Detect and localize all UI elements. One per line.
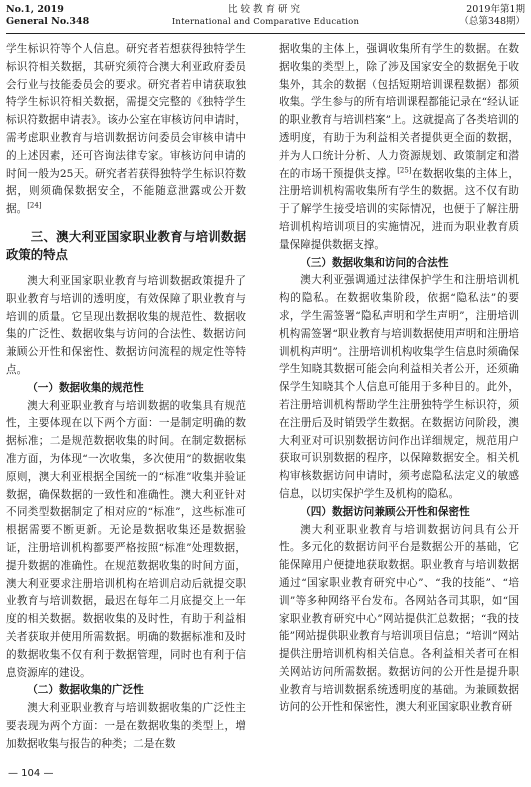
paragraph (279, 41, 519, 255)
paragraph: 澳大利亚国家职业教育与培训数据政策提升了职业教育与培训的透明度，有效保障了职业教育与培训的质量。它呈现出数据收集的规范性、数据收集的广泛性、数据收集与访问的合法性、数据访问兼顾公开性和保密性、数据访问流程的规定性等特点。 (6, 274, 246, 376)
citation: [24] (27, 201, 42, 210)
header-right (459, 4, 525, 28)
paragraph: 澳大利亚职业教育与培训数据收集的广泛性主要表现为两个方面：一是在数据收集的类型上，增加数据收集与报告的种类；二是在数 (6, 702, 246, 750)
header-center (6, 4, 525, 28)
right-column (279, 41, 519, 717)
running-header (6, 3, 525, 34)
paragraph: 澳大利亚职业教育与培训数据访问具有公开性。多元化的数据访问平台是数据公开的基础，它能保障用户便捷地获取数据。职业教育与培训数据通过“国家职业教育研究中心”、“我的技能”、“培训”等多种网络平台发布。各网站各司其职，如“国家职业教育研究中心”网站提供汇总数据；“我的技能”网站提供职业教育与培训项目信息；“培训”网站提供注册培训机构相关信息。各利益相关者可在相关网站访问所需数据。数据访问的公开性是提升职业教育与培训数据系统透明度的基础。为兼顾数据访问的公开性和保密性，澳大利亚国家职业教育研 (279, 523, 519, 714)
page-number: — 104 — (8, 768, 54, 779)
paragraph-text: 学生标识符等个人信息。研究者若想获得独特学生标识符相关数据，其研究须符合澳大利亚政府委员会行业与技能委员会的要求。研究者若申请获取独特学生标识符相关数据，需提交完整的《独特学生标识符数据申请表》。该办公室在审核访问申请时，需考虑职业教育与培训数据访问委员会审核申请中的上述因素，还可咨询法律专家。审核访问申请的时间一般为25天。研究者若获得独特学生标识符数据，则须确保数据安全，不能随意泄露或公开数据。 (6, 43, 246, 216)
journal-title-cn: 比较教育研究 (227, 4, 303, 15)
subsection-heading: （四）数据访问兼顾公开性和保密性 (300, 505, 470, 518)
subsection-heading: （三）数据收集和访问的合法性 (300, 256, 449, 269)
header-issue-cn: 2019年第1期 (466, 4, 525, 15)
header-general-no: General No.348 (6, 16, 90, 27)
paragraph: 澳大利亚强调通过法律保护学生和注册培训机构的隐私。在数据收集阶段，依据“隐私法”的要求，学生需签署“隐私声明和学生声明”，注册培训机构需签署“职业教育与培训数据使用声明和注册培训机构声明”。注册培训机构收集学生信息时须确保学生知晓其数据可能会向利益相关者公开，还须确保学生知晓其个人信息可能用于多种目的。此外，若注册培训机构帮助学生注册独特学生标识符，须在注册后及时销毁学生数据。在数据访问阶段，澳大利亚对可识别数据访问作出详细规定，规范用户获取可识别数据的程序，以保障数据安全。相关机构审核数据访问申请时，须考虑隐私法定义的敏感信息，以切实保护学生及机构的隐私。 (279, 274, 519, 500)
header-issue-en: No.1, 2019 (6, 4, 64, 15)
paragraph: 澳大利亚职业教育与培训数据的收集具有规范性，主要体现在以下两个方面：一是制定明确的数据标准；二是规范数据收集的时间。在制定数据标准方面，为体现“一次收集，多次使用”的数据收集原则，澳大利亚根据全国统一的“标准”收集并验证数据，确保数据的一致性和准确性。澳大利亚针对不同类型数据制定了相对应的“标准”，这些标准可根据需要不断更新。无论是数据收集还是数据验证，注册培训机构都要严格按照“标准”处理数据，提升数据的准确性。在规范数据收集的时间方面，澳大利亚要求注册培训机构在培训启动后就提交职业教育与培训数据，最迟在每年二月底提交上一年度的相关数据。数据收集的及时性，有助于利益相关者获取并使用所需数据。明确的数据标准和及时的数据收集不仅有利于数据管理，同时也有利于信息资源库的建设。 (6, 399, 246, 679)
paragraph-text: 在数据收集的主体上，注册培训机构需收集所有学生的数据。这不仅有助于了解学生接受培训的实际情况，也便于了解注册培训机构培训项目的实施情况，进而为职业教育质量保障提供数据支撑。 (279, 167, 520, 251)
header-total-issue: （总第348期） (459, 16, 525, 27)
section-heading: 三、澳大利亚国家职业教育与培训数据政策的特点 (6, 228, 246, 262)
citation: [25] (397, 166, 412, 175)
journal-title-en: International and Comparative Education (171, 17, 360, 27)
subsection-heading: （一）数据收集的规范性 (27, 381, 144, 394)
subsection-heading: （二）数据收集的广泛性 (27, 684, 144, 697)
left-column (6, 41, 246, 753)
paragraph-text: 据收集的主体上，强调收集所有学生的数据。在数据收集的类型上，除了涉及国家安全的数据免于收集外，其余的数据（包括短期培训课程数据）都须收集。学生参与的所有培训课程都能记录在“经认证的职业教育与培训档案”上。这就提高了各类培训的透明度，有助于为利益相关者提供更全面的数据，并为人口统计分析、人力资源规划、政策制定和潜在的市场干预提供支撑。 (279, 43, 519, 180)
paragraph (6, 41, 246, 219)
